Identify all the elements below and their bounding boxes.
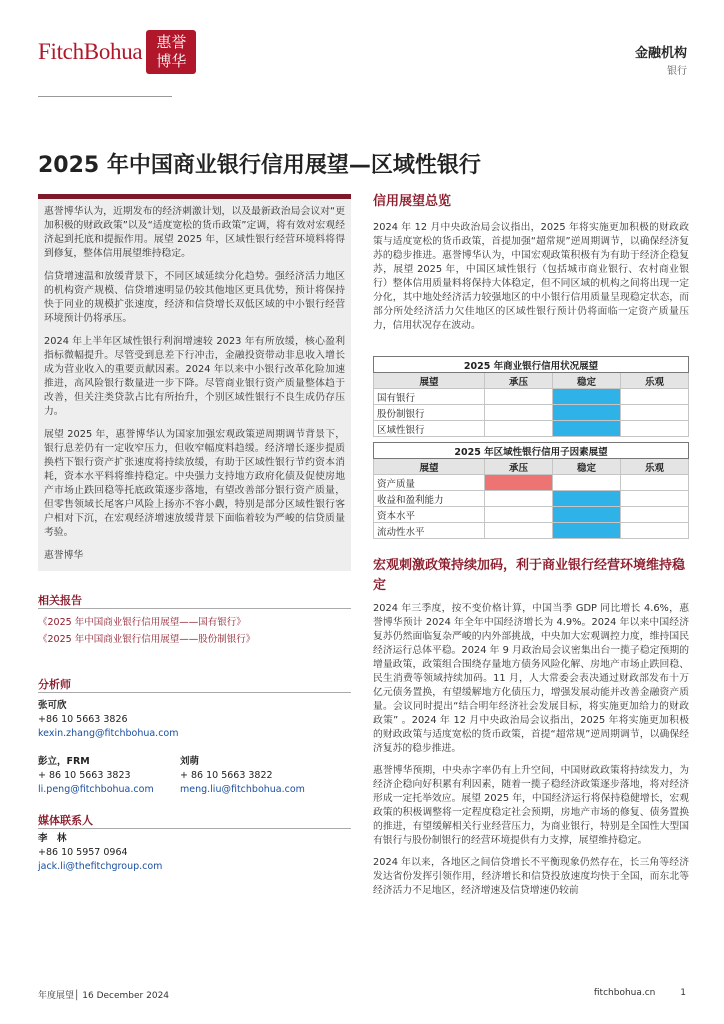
outlook-cell-stable [553,523,621,539]
table-row [374,491,689,507]
media-contact-phone: +86 10 5957 0964 [38,847,128,858]
media-contact-email[interactable]: jack.li@thefitchgroup.com [38,861,163,872]
row-label: 区域性银行 [374,421,485,437]
outlook-cell-stable [553,491,621,507]
macro-paragraph: 惠誉博华预期，中央赤字率仍有上升空间，中国财政政策将持续发力，为经济企稳向好积累有利因素，随着一揽子稳经济政策逐步落地，将对经济形成一定托举效应。展望 2025 年，中国经济运行将保持稳健增长，宏观政策的积极调整将一定程度稳定社会预期，房地产市场的修复、债务置换的推进，有望缓解相关行业经营压力，为商业银行，特别是全国性大型国有银行与股份制银行的经营环境提供有力支撑，展望维持稳定。 [373,765,689,846]
outlook-cell-positive [621,491,689,507]
table-row [374,405,689,421]
outlook-cell-pressure [485,507,553,523]
outlook-cell-positive [621,523,689,539]
analyst-phone: +86 10 5663 3826 [38,714,128,725]
summary-paragraph: 展望 2025 年，惠誉博华认为国家加强宏观政策逆周期调节背景下，银行息差仍有一定收窄压力，但收窄幅度料趋缓。经济增长逐步提质换档下银行资产扩张速度将持续放缓，有助于区域性银行节约资本消耗，资本水平料将维持稳定。中央强力支持地方政府化债及促使房地产市场止跌回稳等托底政策逐步落地，有望改善部分银行资产质量，但零售领域长尾客户风险上扬亦不容小觑，特别是部分区域性银行客户相对下沉，在宏观经济增速放缓背景下面临着较为严峻的信贷质量考验。 [44,429,345,538]
outlook-cell-stable [553,475,621,491]
analysts-heading: 分析师 [38,678,71,691]
table-header: 承压 [485,459,553,475]
table-header: 稳定 [553,459,621,475]
table-header: 承压 [485,373,553,389]
table-row [374,507,689,523]
table-row [374,523,689,539]
row-label: 股份制银行 [374,405,485,421]
outlook-cell-stable [553,389,621,405]
outlook-cell-pressure [485,475,553,491]
row-label: 收益和盈利能力 [374,491,485,507]
logo-seal-line2: 博华 [156,52,187,70]
header-divider [38,96,172,97]
company-logo [38,30,196,74]
page-title: 2025 年中国商业银行信用展望—区域性银行 [38,153,481,178]
table-row [374,389,689,405]
outlook-body [373,221,689,341]
footer-right [594,988,686,1001]
analyst-card [38,699,179,741]
outlook-cell-pressure [485,405,553,421]
footer-report-date: 年度展望│ 16 December 2024 [38,991,170,1001]
page-footer [38,988,686,1001]
macro-body [373,602,689,906]
logo-seal-line1: 惠誉 [156,33,187,51]
page-number: 1 [680,988,686,998]
analyst-card [180,755,305,797]
table-header: 展望 [374,373,485,389]
related-report-link[interactable]: 《2025 年中国商业银行信用展望——国有银行》 [38,617,246,628]
analyst-card [38,755,154,797]
row-label: 国有银行 [374,389,485,405]
macro-paragraph: 2024 年三季度，按不变价格计算，中国当季 GDP 同比增长 4.6%，惠誉博华预计 2024 年全年中国经济增长为 4.9%。2024 年以来中国经济复苏仍然面临复杂严峻的内外部挑战，中央加大宏观调控力度，维持国民经济运行总体平稳。2024 年 9 月政治局会议密集出台一揽子稳定预期的增量政策，政策组合围绕存量地方债务风险化解、房地产市场止跌回稳、民生消费等领域持续加码。11 月，人大常委会表决通过财政部发布十万亿元债务置换，有望缓解地方化债压力，增强发展动能并改善金融资产质量。会议同时提出“结合明年经济社会发展目标，将实施更加给力的财政政策” 。2024 年 12 月中央政治局会议指出，2025 年将实施更加积极的财政政策与适度宽松的货币政策，首提“超常规”逆周期调节，以确保经济复苏的稳步推进。 [373,603,689,754]
summary-paragraph: 惠誉博华认为，近期发布的经济刺激计划，以及最新政治局会议对“更加积极的财政政策”以及“适度宽松的货币政策”定调，将有效对宏观经济起到托底和提振作用。展望 2025 年，区域性银行经营环境料将得到修复，整体信用展望维持稳定。 [44,206,345,259]
table-header: 乐观 [621,373,689,389]
table-header: 展望 [374,459,485,475]
related-divider [38,608,351,609]
media-contact-heading: 媒体联系人 [38,814,93,827]
analyst-name: 彭立，FRM [38,756,90,767]
summary-paragraph: 2024 年上半年区域性银行利润增速较 2023 年有所放缓，核心盈利指标微幅提升。尽管受到息差下行冲击，金融投资带动非息收入增长成为营业收入的重要贡献因素。2024 年以来中小银行改革化险加速推进，高风险银行数量进一步下降。尽管商业银行资产质量整体趋于改善，但关注类贷款占比有所抬升，个别区域性银行不良生成仍存压力。 [44,336,345,417]
table-title: 2025 年区域性银行信用子因素展望 [374,443,689,459]
analyst-name: 刘萌 [180,756,200,767]
table-row [374,421,689,437]
summary-body [44,205,345,572]
outlook-cell-positive [621,405,689,421]
row-label: 流动性水平 [374,523,485,539]
outlook-cell-positive [621,475,689,491]
bank-outlook-table [373,356,689,437]
outlook-cell-positive [621,389,689,405]
outlook-heading: 信用展望总览 [373,194,452,209]
outlook-cell-stable [553,421,621,437]
analyst-email[interactable]: meng.liu@fitchbohua.com [180,784,305,795]
media-divider [38,828,351,829]
table-header: 稳定 [553,373,621,389]
subfactor-outlook-table [373,442,689,539]
outlook-cell-pressure [485,421,553,437]
row-label: 资产质量 [374,475,485,491]
summary-paragraph: 信贷增速温和放缓背景下，不同区域延续分化趋势。强经济活力地区的机构资产规模、信贷增速明显仍较其他地区更具优势，预计将保持快于同业的规模扩张速度，经济和信贷增长双低区域的中小银行经营环境预计仍将承压。 [44,271,345,324]
outlook-cell-pressure [485,491,553,507]
analyst-email[interactable]: li.peng@fitchbohua.com [38,784,154,795]
analyst-phone: + 86 10 5663 3823 [38,770,131,781]
outlook-paragraph: 2024 年 12 月中央政治局会议指出，2025 年将实施更加积极的财政政策与适度宽松的货币政策，首提加强“超常规”逆周期调节，以确保经济复苏的稳步推进。惠誉博华认为，中国宏观政策积极有为有助于经济企稳复苏，展望 2025 年，中国区域性银行（包括城市商业银行、农村商业银行）整体信用质量料将保持大体稳定，但不同区域的机构之间将出现一定分化，其中地处经济活力较强地区的中小银行信用质量呈现稳定状态，而部分所处经济活力欠佳地区的区域性银行预计仍将面临一定资产质量压力，信用状况存在波动。 [373,222,689,331]
outlook-cell-stable [553,507,621,523]
media-contact-name: 李 林 [38,833,67,844]
sector-label: 金融机构 [634,46,687,61]
analyst-phone: + 86 10 5663 3822 [180,770,273,781]
analyst-email[interactable]: kexin.zhang@fitchbohua.com [38,728,179,739]
analyst-name: 张可欣 [38,700,67,711]
outlook-cell-positive [621,421,689,437]
logo-seal [146,30,196,74]
media-contact-card [38,832,162,874]
outlook-cell-stable [553,405,621,421]
macro-paragraph: 2024 年以来，各地区之间信贷增长不平衡现象仍然存在，长三角等经济发达省份发挥引领作用，经济增长和信贷投放速度均快于全国，而东北等经济活力不足地区，经济增速及信贷增速仍较前 [373,857,689,896]
footer-website[interactable]: fitchbohua.cn [593,988,656,998]
summary-signature: 惠誉博华 [44,550,84,561]
analysts-divider [38,692,351,693]
macro-heading: 宏观刺激政策持续加码，利于商业银行经营环境维持稳定 [373,558,686,593]
related-report-link[interactable]: 《2025 年中国商业银行信用展望——股份制银行》 [38,634,256,645]
outlook-cell-pressure [485,523,553,539]
row-label: 资本水平 [374,507,485,523]
subsector-label: 银行 [667,66,687,77]
logo-wordmark: FitchBohua [38,39,143,64]
table-header: 乐观 [621,459,689,475]
table-row [374,475,689,491]
outlook-cell-positive [621,507,689,523]
related-reports-heading: 相关报告 [38,594,82,607]
outlook-cell-pressure [485,389,553,405]
table-title: 2025 年商业银行信用状况展望 [374,357,689,373]
